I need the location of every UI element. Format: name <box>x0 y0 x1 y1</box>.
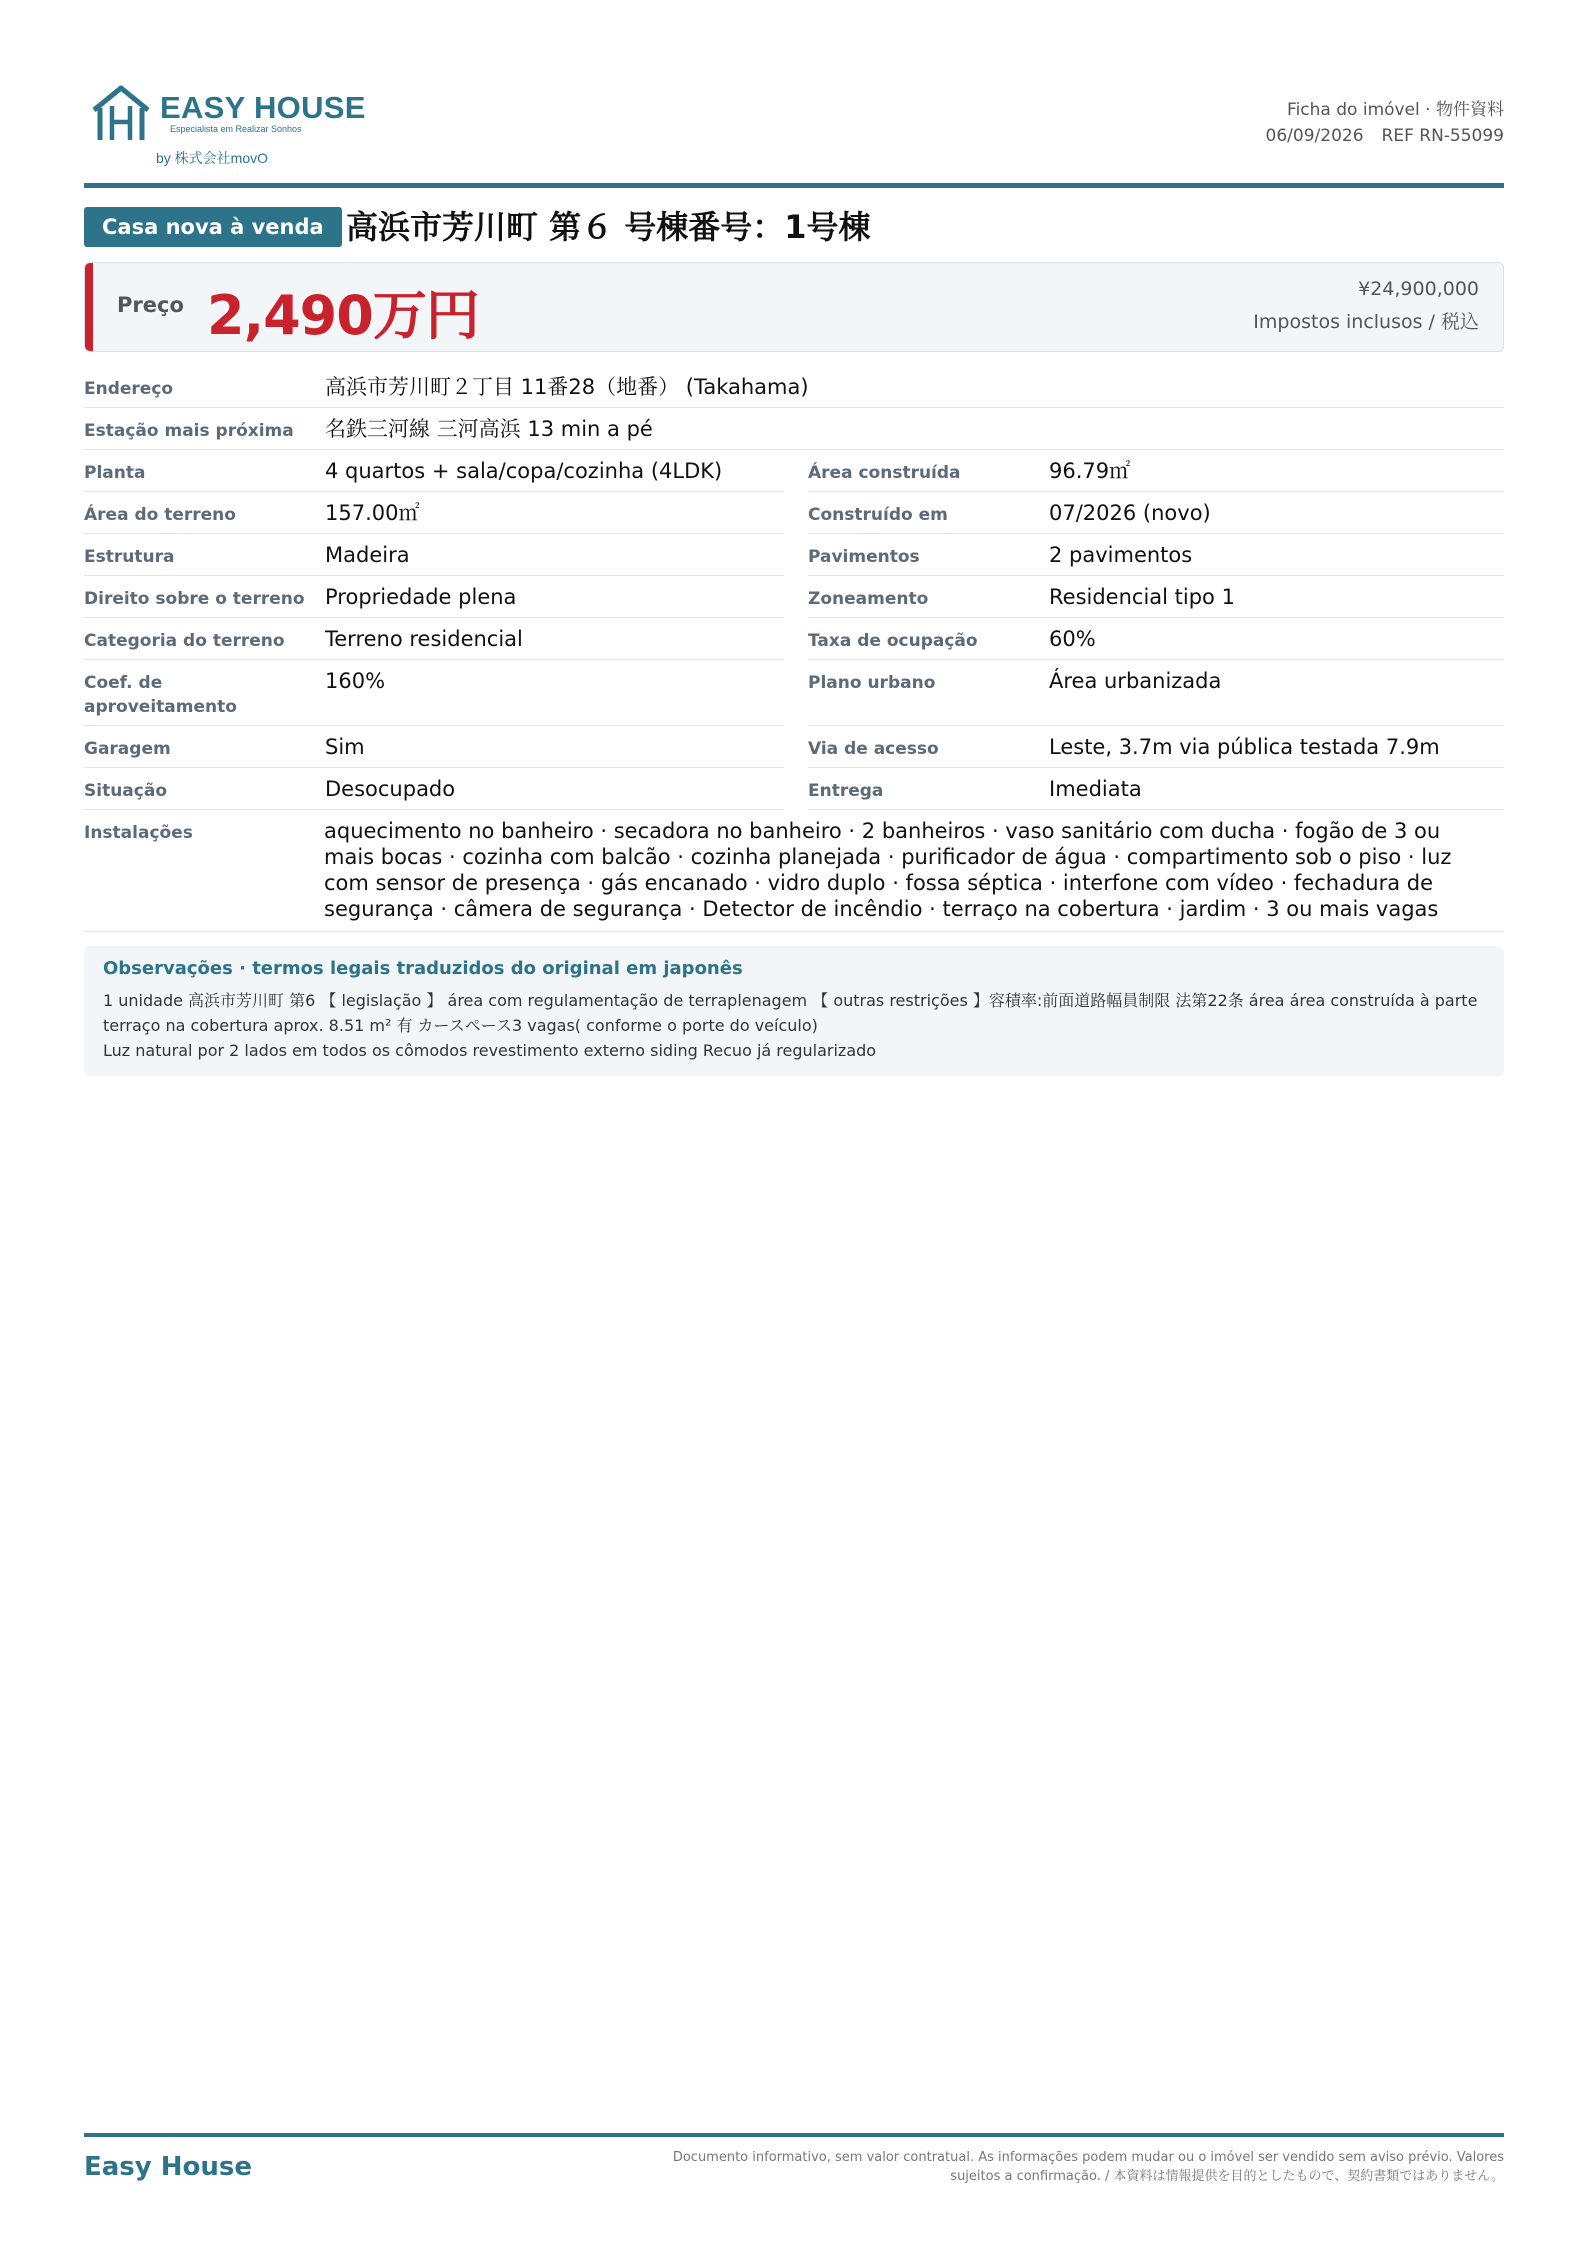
spec-row-zoning <box>808 576 1504 618</box>
listing-title: 高浜市芳川町 第６ 号棟番号：1号棟 <box>346 208 871 246</box>
spec-value: 60% <box>1049 627 1096 651</box>
spec-label: Coef. de aproveitamento <box>84 673 237 717</box>
spec-row-land-category <box>84 618 784 660</box>
spec-label: Área construída <box>808 463 961 483</box>
document-date: 06/09/2026 <box>1265 126 1364 146</box>
spec-row-station <box>84 408 1504 450</box>
spec-label: Entrega <box>808 781 884 801</box>
price-yen: ¥24,900,000 <box>1358 278 1479 300</box>
spec-value: Sim <box>325 735 365 759</box>
spec-label: Estação mais próxima <box>84 421 294 441</box>
brand-logo <box>84 82 366 172</box>
spec-value: Terreno residencial <box>325 627 523 651</box>
spec-value: aquecimento no banheiro · secadora no banheiro · 2 banheiros · vaso sanitário com ducha · fogão de 3 ou mais bocas · cozinha com balcão · cozinha planejada · purificador de água · compartimento sob o piso · luz com sensor de presença · gás encanado · vidro duplo · fossa séptica · interfone com vídeo · fechadura de segurança · câmera de segurança · Detector de incêndio · terraço na cobertura · jardim · 3 ou mais vagas <box>324 819 1452 921</box>
notes-line: Luz natural por 2 lados em todos os cômodos revestimento externo siding Recuo já regularizado <box>103 1041 877 1060</box>
spec-row-facilities <box>84 810 1504 932</box>
spec-value: 2 pavimentos <box>1049 543 1193 567</box>
notes-box <box>84 946 1504 1076</box>
listing-type-badge: Casa nova à venda <box>84 207 342 247</box>
spec-label: Direito sobre o terreno <box>84 589 305 609</box>
spec-value: Propriedade plena <box>325 585 517 609</box>
spec-row-floors <box>808 534 1504 576</box>
spec-row-layout <box>84 450 784 492</box>
header-divider <box>84 183 1504 188</box>
spec-label: Categoria do terreno <box>84 631 285 651</box>
spec-label: Situação <box>84 781 167 801</box>
brand-name: EASY HOUSE <box>160 90 366 125</box>
spec-value: Área urbanizada <box>1049 669 1222 693</box>
reference-code: REF RN-55099 <box>1381 126 1504 146</box>
spec-label: Endereço <box>84 379 174 399</box>
spec-label: Estrutura <box>84 547 175 567</box>
spec-row-garage <box>84 726 784 768</box>
spec-label: Área do terreno <box>84 505 236 525</box>
price-tax-note: Impostos inclusos / 税込 <box>1253 311 1479 333</box>
spec-row-coverage <box>808 618 1504 660</box>
spec-label: Via de acesso <box>808 739 939 759</box>
spec-row-built-in <box>808 492 1504 534</box>
price-label: Preço <box>117 293 184 317</box>
footer-disclaimer: Documento informativo, sem valor contratual. As informações podem mudar ou o imóvel ser vendido sem aviso prévio. Valores sujeitos a confirmação. / 本資料は情報提供を目的としたもので、契約書類ではありません。 <box>672 2150 1504 2184</box>
price-accent-bar <box>85 263 93 351</box>
spec-label: Instalações <box>84 823 193 843</box>
footer-divider <box>84 2133 1504 2137</box>
spec-row-land-area <box>84 492 784 534</box>
spec-row-land-right <box>84 576 784 618</box>
spec-value: 160% <box>325 669 386 693</box>
spec-value: Leste, 3.7m via pública testada 7.9m <box>1049 735 1440 759</box>
spec-row-road <box>808 726 1504 768</box>
spec-label: Taxa de ocupação <box>808 631 978 651</box>
spec-value: Desocupado <box>325 777 456 801</box>
spec-row-built-area <box>808 450 1504 492</box>
document-type: Ficha do imóvel · 物件資料 <box>1287 100 1504 120</box>
notes-body <box>103 988 1493 1063</box>
spec-row-status <box>84 768 784 810</box>
spec-value: 157.00㎡ <box>325 501 420 525</box>
spec-label: Plano urbano <box>808 673 936 693</box>
brand-tagline: Especialista em Realizar Sonhos <box>170 124 302 134</box>
spec-row-structure <box>84 534 784 576</box>
spec-label: Garagem <box>84 739 171 759</box>
spec-value: 名鉄三河線 三河高浜 13 min a pé <box>325 417 653 441</box>
property-sheet <box>84 0 1504 2246</box>
price-box <box>84 262 1504 352</box>
spec-row-address <box>84 366 1504 408</box>
spec-value: 07/2026 (novo) <box>1049 501 1211 525</box>
spec-value: Madeira <box>325 543 410 567</box>
document-meta <box>1266 97 1504 149</box>
house-logo-icon <box>90 84 152 144</box>
spec-value: Residencial tipo 1 <box>1049 585 1235 609</box>
spec-row-delivery <box>808 768 1504 810</box>
spec-row-far <box>84 660 784 726</box>
spec-row-urban-plan <box>808 660 1504 726</box>
spec-value: 4 quartos + sala/copa/cozinha (4LDK) <box>325 459 723 483</box>
notes-heading: Observações · termos legais traduzidos do original em japonês <box>103 958 743 979</box>
spec-label: Construído em <box>808 505 948 525</box>
spec-value: 96.79㎡ <box>1049 459 1131 483</box>
spec-label: Zoneamento <box>808 589 929 609</box>
notes-line: 1 unidade 高浜市芳川町 第6 【 legislação 】 área com regulamentação de terraplenagem 【 outras restrições 】容積率:前面道路幅員制限 法第22条 área área construída à parte terraço na cobertura aprox. 8.51 m² 有 カースペース3 vagas( conforme o porte do veículo) <box>103 991 1478 1035</box>
price-value: 2,490万円 <box>207 284 479 347</box>
spec-value: 高浜市芳川町２丁目 11番28（地番） (Takahama) <box>325 375 809 399</box>
footer-brand: Easy House <box>84 2152 253 2182</box>
spec-value: Imediata <box>1049 777 1142 801</box>
spec-label: Pavimentos <box>808 547 920 567</box>
spec-label: Planta <box>84 463 146 483</box>
brand-byline: by 株式会社movO <box>156 150 269 166</box>
